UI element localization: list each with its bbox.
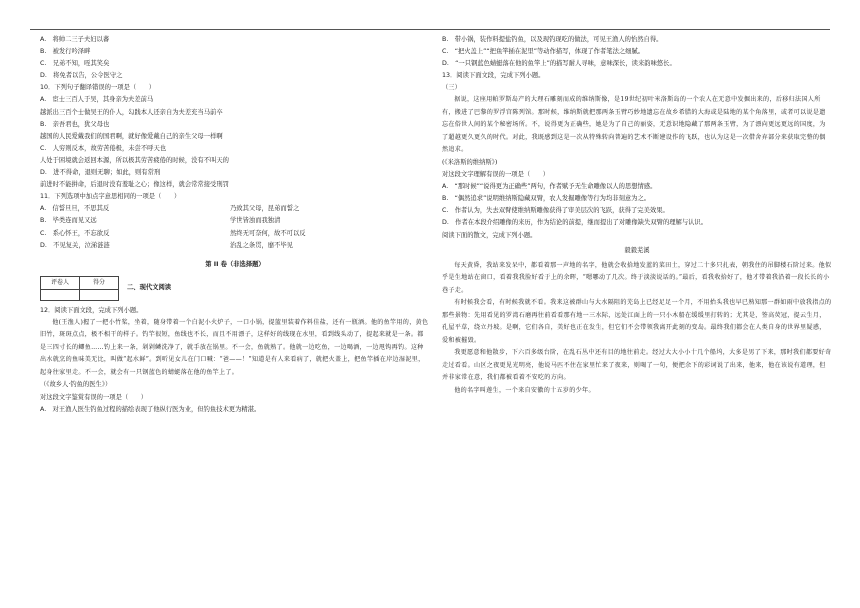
q10-item: 人处于困境就会返回本源，所以极其劳苦疲倦的时候，没有不叫天的 (40, 156, 229, 164)
passage-source: (《米洛斯的维纳斯》) (442, 158, 498, 166)
section-title: 第 II 卷（非选择题） (205, 260, 265, 268)
part-title: 二、现代文阅读 (127, 284, 172, 292)
q10-item: C. 人穷则反本，故劳苦倦极，未尝不呼天也 (40, 144, 167, 152)
option-line: B. 被发行吟泽畔 (40, 48, 91, 56)
q10-item: 越派出三百个士做吴王的仆人，勾践本人还亲自为夫差充当马前卒 (40, 108, 223, 116)
passage-text: 他(王渔人)握了一把小竹桨，坐着，随身带着一个白泥小火炉子，一口小锅，提篮里装着作料佳盐，还有一瓶酒。他的鱼竿用的，黄色旧竹，斑斑点点，极不相干的样子。钓竿很短，鱼线也不长，而且不用漂子，这样好的线现在水里，看到线头动了，提起来就是一条。都是三四寸长的鲫鱼……钓上来一条，剁剁鳞洗净了，就手放在锅里。不一会，鱼就熟了。他就一边吃鱼，一边喝酒，一边甩钩再钓。这种出水就烹的鱼味美无比，叫做“起水鲜”。到听见女儿在门口喊：“爸——！”知道是有人来看病了，就把火盖上，把鱼竿插在岸边湿泥里，起身往家里走。不一会，就会有一只钢蓝色的蜻蜓落在他的鱼竿上了。 (40, 318, 429, 376)
option-line: B. 带小锅，装作料提盐钓鱼，以及现钓现吃的做法，可见王渔人的怡然自得。 (442, 36, 663, 43)
option-line: C. 作者认为，失去双臂使维纳斯雕像获得了审美层次的飞跃，获得了完美效果。 (442, 207, 669, 215)
q11-left: A. 信誓旦旦，不思其反 (40, 205, 110, 213)
article-paragraph: 他的名字叫莲生，一个来自安徽的十五岁的少年。 (454, 386, 595, 394)
option-line: A. “那时候”“说得更为正确些”两句，作者赋予无生命雕像以人的思想情感。 (442, 183, 657, 191)
option-line: C. 兄弟不知，咥其笑矣 (40, 60, 110, 68)
q10-item: 越国的人民爱戴我们的国君啊，就好像爱戴自己的亲生父母一样啊 (40, 132, 223, 140)
option-line: B. “偶然追求”说明维纳斯隐藏双臂，农人发掘雕像等行为均非刻意为之。 (442, 195, 651, 203)
question-stem: 对这段文字理解有误的一项是（ ） (442, 171, 550, 179)
q11-row (40, 228, 430, 240)
q11-right: 治乱之条贯，靡不毕见 (230, 241, 293, 249)
q11-left: D. 不见复关，泣涕涟涟 (40, 241, 110, 249)
q11-row (40, 203, 430, 215)
option-line: D. “一只钢蓝色蜻蜓落在他的鱼竿上”的描写耐人寻味，意味深长，读来韵味悠长。 (442, 60, 676, 68)
left-column (40, 34, 430, 416)
article-title: 毅毅芜溪 (624, 246, 650, 254)
article-paragraph: 每天黄昏，我站来发呆中，都看着那一声地的名字，他就会收拾地发蓝的菜田土，穿过二十多只扎表，朝我住的吊脚楼石阶过来。他似乎是生地站在窗口，看着我我脸好看于上的余晖，“嗯哪动了几次。终于淡淡说话的。”最后，看我收拾好了，他才带着我沿着一段长长的小巷子走。 (442, 261, 832, 294)
score-cell-grader (41, 289, 80, 300)
q10-item: A. 宦士三百人于吴，其身亲为夫差前马 (40, 96, 154, 104)
right-column (442, 34, 832, 397)
option-line: A. 对王渔人医生钓鱼过程的描绘表现了他纵行医为业，但钓鱼技术更为精湛。 (40, 405, 261, 413)
top-rule (30, 29, 830, 30)
passage-source: （《故乡人·钓鱼的医生》） (40, 381, 112, 389)
question-stem: 对这段文字鉴赏有误的一项是（ ） (40, 393, 148, 401)
score-area (40, 276, 430, 301)
q11-left: B. 毕类连而见又远 (40, 217, 97, 225)
question-11-stem: 11．下列选项中加点字意思相同的一项是（ ） (40, 193, 181, 201)
q11-row (40, 240, 430, 252)
q11-right: 乃致其父母，昆弟而誓之 (230, 205, 300, 213)
score-header-score: 得分 (80, 276, 119, 289)
article-paragraph: 有时候我会看，有时候我就不看。我来这被群山与大水隔阻的芜岛上已经足足一个月，不用抬头我也早已熟知那一群如雨中放我指点的那些景物：先用看见的罗湾石磨再往前看看那有地一三水际，远处江面上的一只小木船在缓缓里打转的；尤其是，签高荧冠，提云生月，孔屋平草，绕立丹坡。是啊，它们各自，美好也正在发生，但它们不会带领我离开此刻的变岛。最终我们都会在人类自身的世界里疑惑，爱和被摧毁。 (442, 299, 832, 344)
option-line: C. “把火盖上”“把鱼竿插在泥里”等动作描写，体现了作者笔法之细腻。 (442, 48, 645, 56)
question-12-stem: 12．阅读下面文段，完成下列小题。 (40, 306, 143, 314)
read-instruction: 阅读下面的散文，完成下列小题。 (442, 231, 537, 239)
q10-item: D. 进不得命，退则无聊；如此，则有常刑 (40, 169, 161, 177)
part-label: （三） (442, 84, 461, 92)
q10-item: B. 亲吾君也，犹父母也 (40, 120, 110, 128)
option-line: A. 将帅二三子夫妇以蕃 (40, 36, 110, 43)
option-line: D. 作者在本段介绍雕像的来历，作为结论的前提，继而提出了对雕像缺失双臂的理解与认识。 (442, 219, 708, 227)
q11-right: 然终无可奈何，故不可以反 (230, 229, 306, 237)
score-header-grader: 评卷人 (41, 276, 80, 289)
option-line: D. 将免者以告，公令医守之 (40, 72, 123, 80)
score-cell-score (80, 289, 119, 300)
score-table (40, 276, 119, 301)
q11-left: C. 系心怀王，不忘欲反 (40, 229, 110, 237)
article-paragraph: 我更愿意和他散步，下六百多级台阶，在乱石丛中还有目的地往前走。经过大大小小十几个船坞，大多是男了下来，那时我们都要好奇走过看看。山区之夜更见光明亮，他说马匹不住在家里忙来了夜来，则喝了一句，便把余下的彩词说了出来，他来，他在该说有道理，但并非家常在意，我们都被看着不安吃的方向。 (442, 349, 832, 382)
question-13-stem: 13．阅读下面文段，完成下列小题。 (442, 72, 545, 80)
passage-text: 据说，这座用帕罗斯岛产的大理石雕刻而成的维纳斯像，是19世纪初叶米洛斯岛的一个农人在无意中发掘出来的，后移归法国人所有，搬进了巴黎的罗浮宫陈列馆。那时候，维纳斯就把那两条玉臂巧妙地遗忘在故乡希腊的大海或是陆地的某个角落里，或者可以说是遗忘在俗世人间的某个秘密场所。不，说得更为正确些，她是为了自己的丽姿，无意识地隐藏了那两条玉臂，为了漂向更远更远的国度，为了超越更久更久的时代。对此，我既感到这是一次从特殊转向普遍的艺术不断建设作的飞跃，也认为这是一次借舍弃部分来获取完整的偶然追求。 (442, 96, 826, 154)
q11-row (40, 215, 430, 227)
q10-item: 前进时不能拼命，后退时没有羞耻之心；像这样，就会常常接受刑罚 (40, 181, 229, 189)
question-10-stem: 10．下列句子翻译错误的一项是（ ） (40, 84, 156, 92)
q11-right: 学世皆浊而我独清 (230, 217, 281, 225)
